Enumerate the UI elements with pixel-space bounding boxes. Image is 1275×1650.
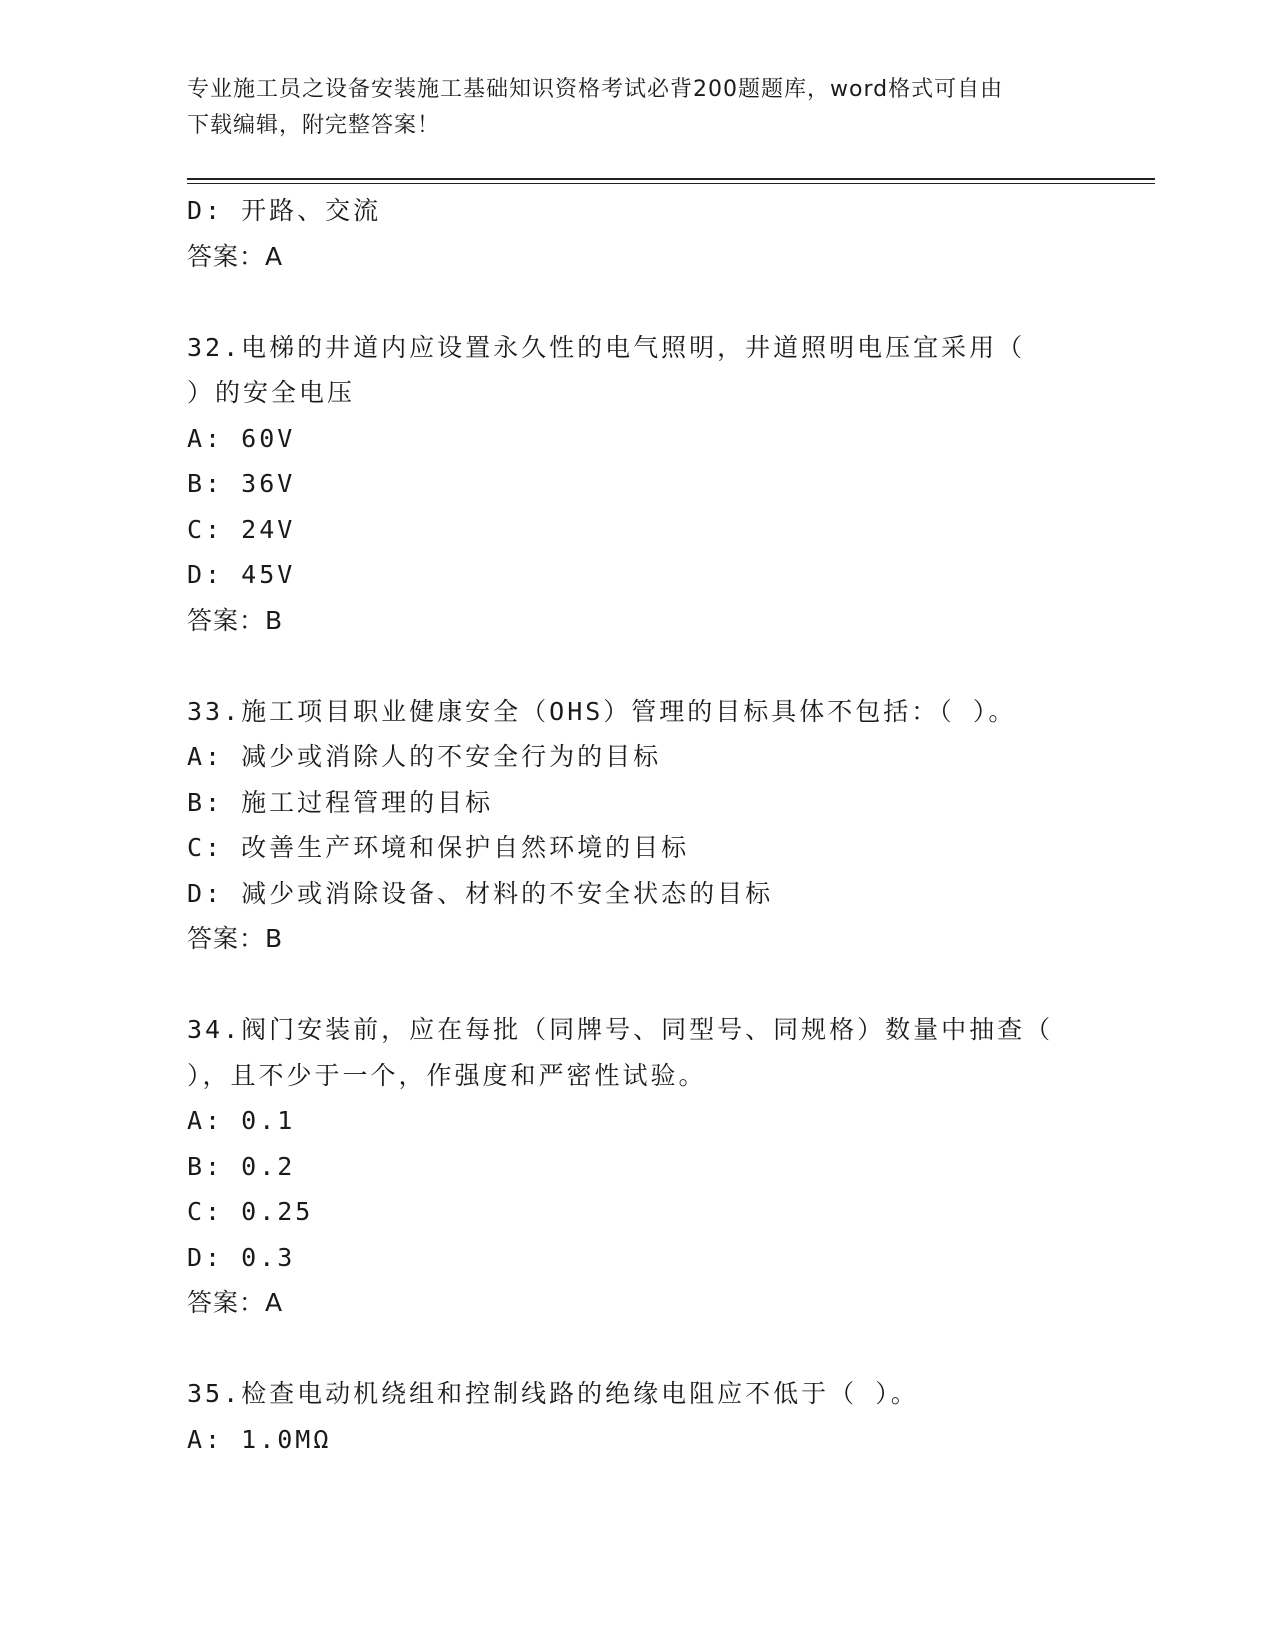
question-35 (187, 1371, 1087, 1462)
question-stem-line-2: ），且不少于一个，作强度和严密性试验。 (187, 1060, 707, 1090)
question-stem-line-1: 32.电梯的井道内应设置永久性的电气照明，井道照明电压宜采用（ (187, 332, 1026, 362)
spacer (187, 279, 1087, 325)
option-b: B: 0.2 (187, 1151, 296, 1181)
option-b: B: 施工过程管理的目标 (187, 787, 494, 817)
answer: 答案：A (187, 1288, 284, 1317)
question-34 (187, 1007, 1087, 1326)
question-32 (187, 325, 1087, 644)
header-rule-thick (187, 178, 1155, 180)
question-stem-line-2: ）的安全电压 (187, 378, 356, 407)
option-d: D: 减少或消除设备、材料的不安全状态的目标 (187, 878, 774, 908)
header-line-1: 专业施工员之设备安装施工基础知识资格考试必背200题题库，word格式可自由 (187, 77, 1004, 102)
header-rule-thin (187, 183, 1155, 184)
answer: 答案：B (187, 605, 284, 635)
question-31-tail (187, 188, 1087, 279)
question-stem: 33.施工项目职业健康安全（OHS）管理的目标具体不包括：（ ）。 (187, 696, 1017, 726)
option-d: D: 开路、交流 (187, 196, 382, 225)
question-stem-line-1: 34.阀门安装前，应在每批（同牌号、同型号、同规格）数量中抽查（ (187, 1015, 1054, 1044)
option-a: A: 0.1 (187, 1106, 296, 1135)
option-a: A: 1.0MΩ (187, 1424, 332, 1454)
spacer (187, 643, 1087, 689)
option-c: C: 0.25 (187, 1197, 314, 1226)
option-b: B: 36V (187, 469, 296, 498)
question-stem: 35.检查电动机绕组和控制线路的绝缘电阻应不低于（ ）。 (187, 1379, 919, 1408)
option-a: A: 减少或消除人的不安全行为的目标 (187, 742, 662, 771)
option-a: A: 60V (187, 423, 296, 453)
option-d: D: 0.3 (187, 1242, 296, 1272)
option-d: D: 45V (187, 560, 296, 589)
question-33 (187, 689, 1087, 962)
spacer (187, 1326, 1087, 1372)
document-header (187, 72, 1067, 144)
option-c: C: 24V (187, 514, 296, 544)
answer: 答案：A (187, 241, 284, 271)
option-c: C: 改善生产环境和保护自然环境的目标 (187, 833, 690, 862)
question-list (187, 188, 1087, 1462)
answer: 答案：B (187, 924, 284, 953)
spacer (187, 962, 1087, 1008)
header-line-2: 下载编辑，附完整答案！ (187, 113, 441, 138)
